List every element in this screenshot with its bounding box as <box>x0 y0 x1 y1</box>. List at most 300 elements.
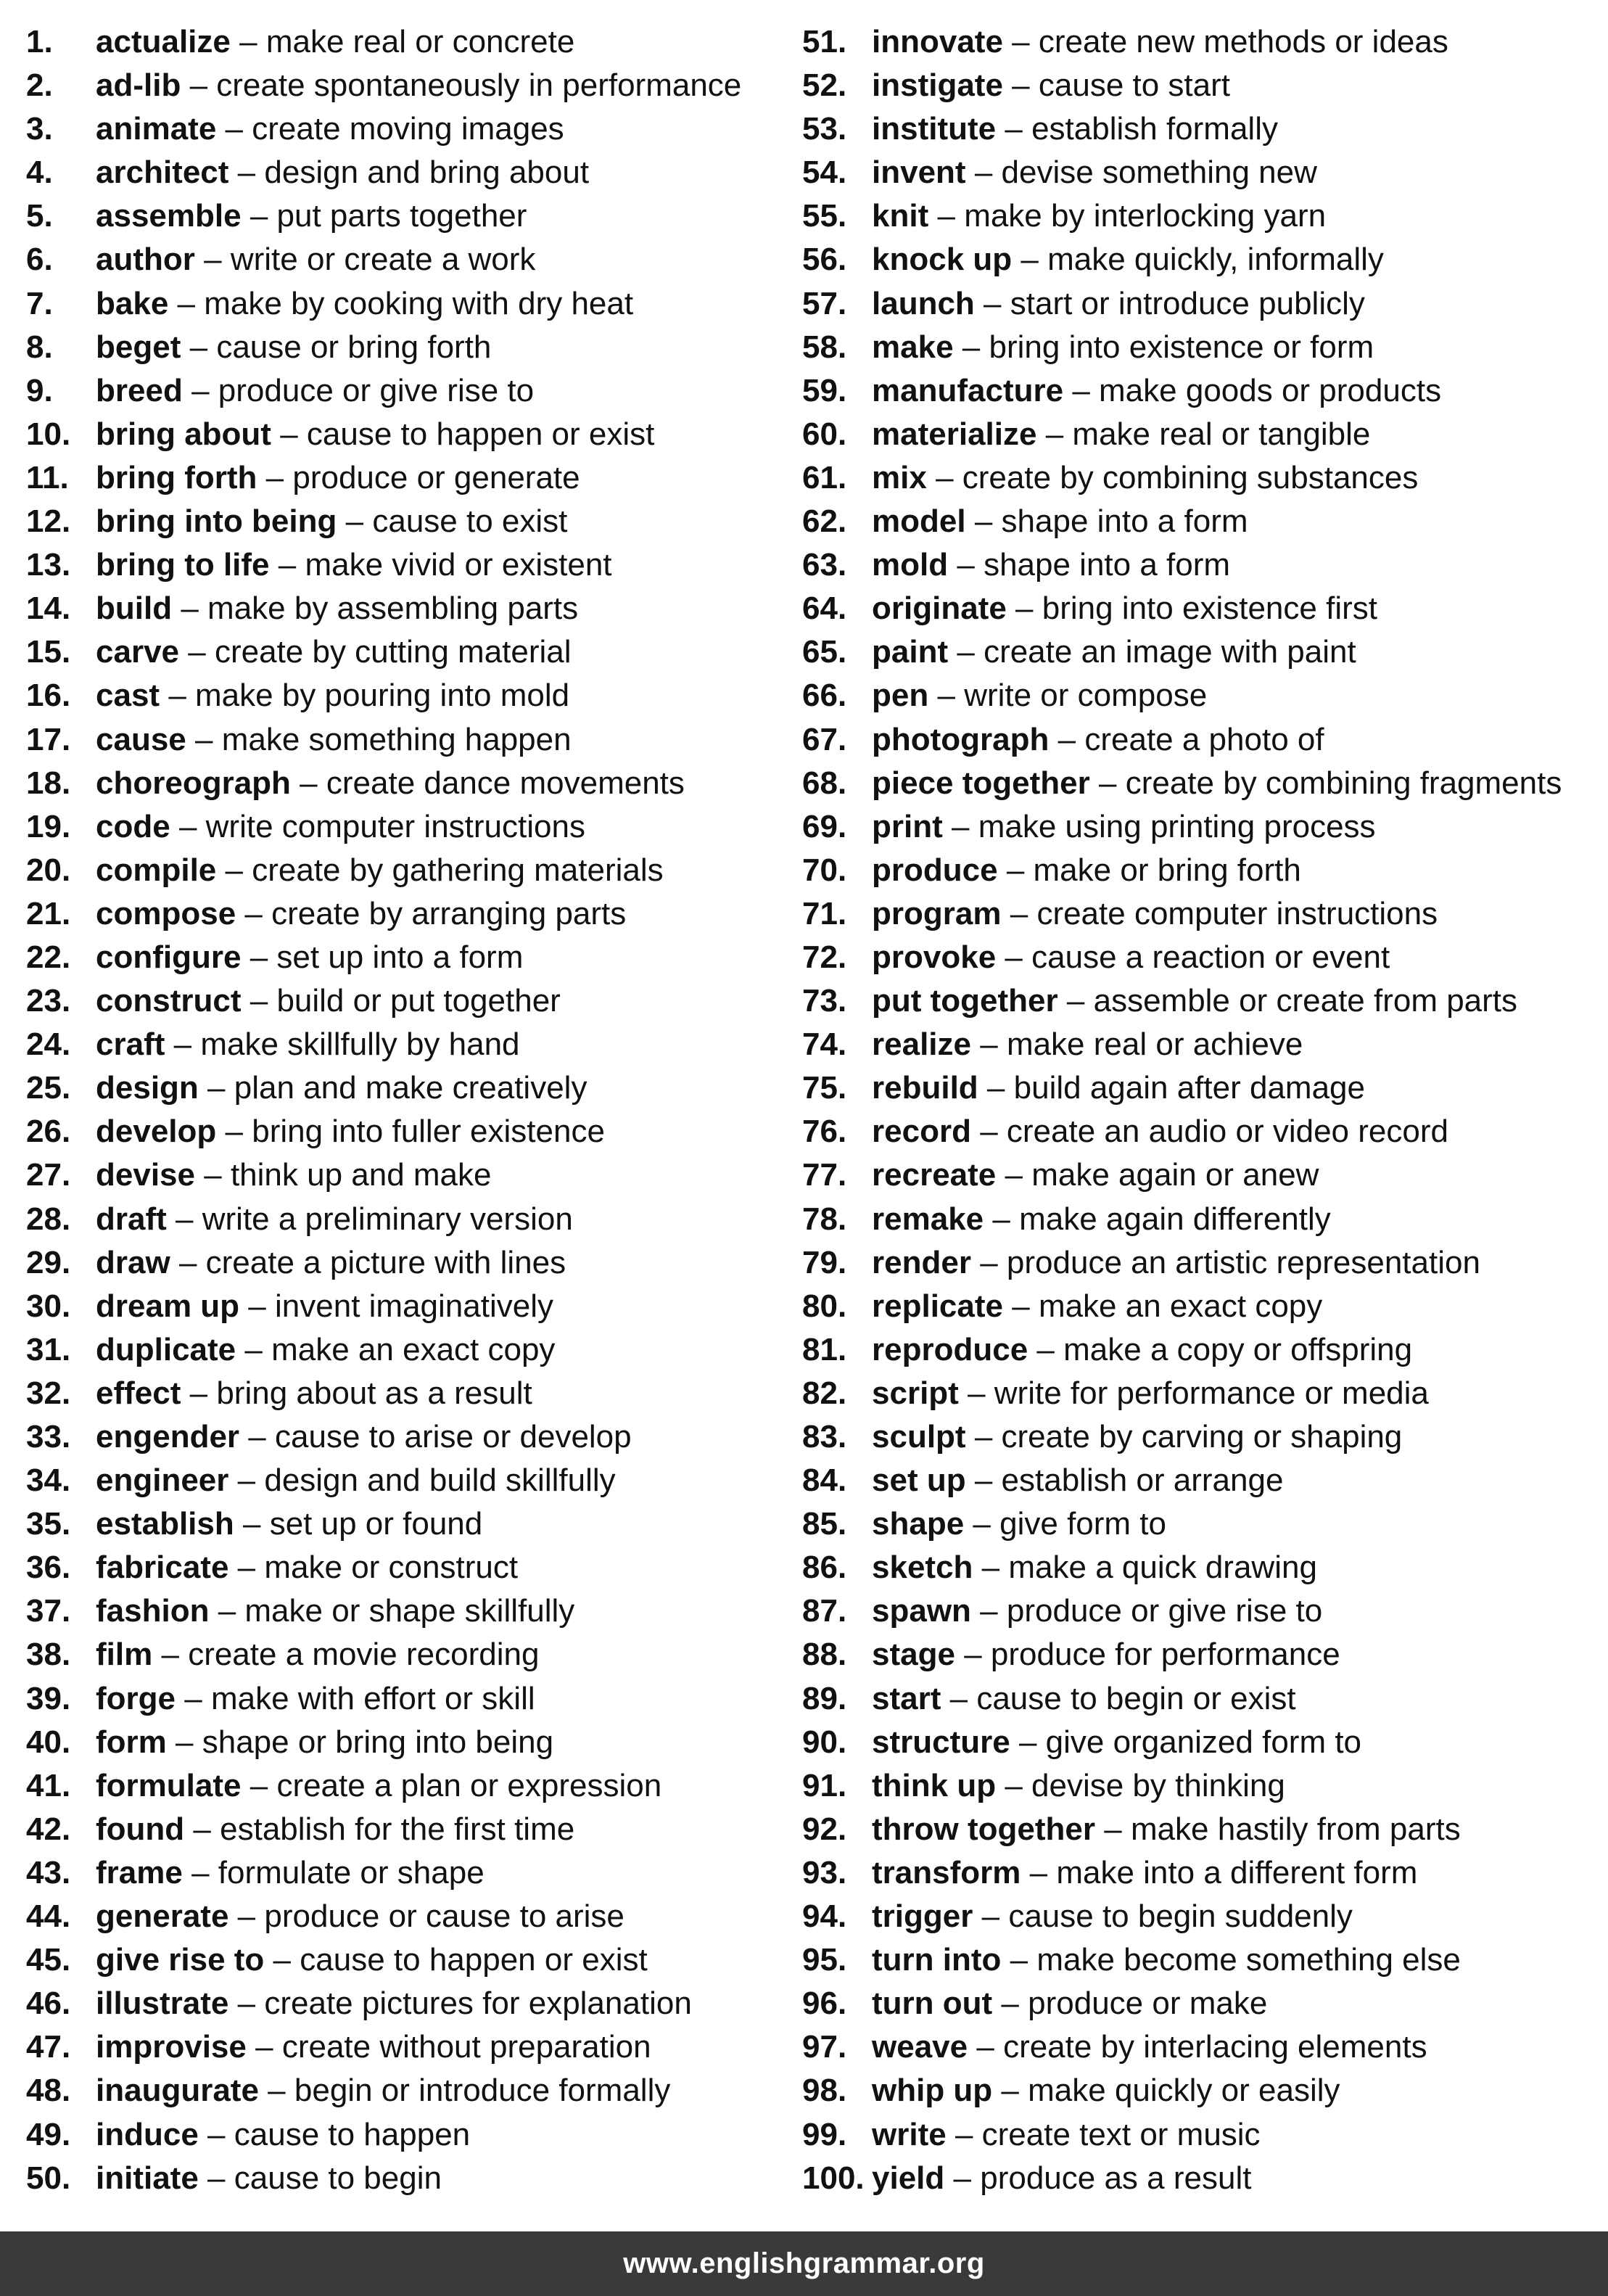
entry-number: 54. <box>802 155 847 191</box>
entry-separator: – <box>207 2116 226 2152</box>
entry-separator: – <box>176 1724 194 1760</box>
entry-definition: create a movie recording <box>188 1637 540 1673</box>
entry-text <box>96 1198 573 1241</box>
entry-number: 96. <box>802 1986 847 2022</box>
entry-number: 84. <box>802 1462 847 1499</box>
entry-definition: write or compose <box>964 678 1208 714</box>
entry-number: 72. <box>802 939 847 975</box>
list-item <box>802 151 1600 194</box>
entry-separator: – <box>225 111 244 147</box>
entry-word: instigate <box>872 67 1003 104</box>
entry-text <box>96 1328 555 1372</box>
entry-word: duplicate <box>96 1331 236 1367</box>
entry-definition: bring into existence first <box>1042 591 1377 627</box>
entry-text <box>96 1459 616 1502</box>
entry-separator: – <box>237 1462 256 1499</box>
entry-definition: create by cutting material <box>214 634 572 670</box>
entry-text <box>872 892 1438 936</box>
entry-number: 3. <box>26 111 53 147</box>
entry-separator: – <box>278 547 297 583</box>
entry-separator: – <box>280 416 298 452</box>
entry-separator: – <box>1021 242 1039 278</box>
entry-text <box>872 762 1562 805</box>
entry-number: 59. <box>802 372 847 408</box>
entry-definition: produce or cause to arise <box>264 1898 624 1935</box>
entry-word: effect <box>96 1375 181 1411</box>
entry-separator: – <box>250 198 268 234</box>
entry-text <box>96 20 574 64</box>
entry-text <box>872 2113 1261 2157</box>
entry-definition: devise something new <box>1001 155 1317 191</box>
entry-separator: – <box>974 1462 993 1499</box>
entry-text <box>96 107 564 151</box>
list-item <box>802 1808 1600 1851</box>
entry-word: initiate <box>96 2160 199 2196</box>
entry-number: 86. <box>802 1550 847 1586</box>
entry-separator: – <box>1045 416 1064 452</box>
entry-text <box>872 1415 1402 1459</box>
entry-text <box>872 282 1365 326</box>
entry-text <box>872 1633 1340 1676</box>
entry-definition: create a photo of <box>1084 721 1324 757</box>
entry-word: photograph <box>872 721 1050 757</box>
list-item <box>802 936 1600 979</box>
entry-separator: – <box>204 242 222 278</box>
entry-separator: – <box>980 1026 998 1063</box>
list-item <box>26 1982 780 2025</box>
entry-definition: create new methods or ideas <box>1038 24 1448 59</box>
entry-definition: establish for the first time <box>220 1811 575 1847</box>
entry-definition: make into a different form <box>1056 1854 1418 1890</box>
entry-definition: cause to begin or exist <box>976 1680 1296 1716</box>
entry-text <box>872 1808 1461 1851</box>
entry-word: develop <box>96 1114 217 1150</box>
entry-number: 30. <box>26 1288 71 1324</box>
entry-number: 77. <box>802 1157 847 1193</box>
list-item <box>802 1153 1600 1197</box>
entry-text <box>872 630 1356 674</box>
list-item <box>802 1982 1600 2025</box>
entry-number: 74. <box>802 1026 847 1063</box>
entry-separator: – <box>237 155 256 191</box>
entry-word: set up <box>872 1462 966 1499</box>
entry-word: inaugurate <box>96 2073 259 2109</box>
list-item <box>802 20 1600 64</box>
entry-number: 35. <box>26 1506 71 1542</box>
entry-text <box>96 64 741 107</box>
footer-url: www.englishgrammar.org <box>623 2247 985 2279</box>
entry-text <box>872 1459 1283 1502</box>
entry-definition: make quickly or easily <box>1028 2073 1340 2109</box>
entry-word: film <box>96 1637 153 1673</box>
entry-definition: create by carving or shaping <box>1001 1419 1403 1454</box>
entry-text <box>872 1023 1303 1066</box>
entry-definition: create without preparation <box>281 2029 651 2065</box>
entry-text <box>96 1110 605 1153</box>
entry-number: 52. <box>802 67 847 104</box>
entry-separator: – <box>1066 983 1085 1019</box>
entry-word: shape <box>872 1506 965 1542</box>
entry-separator: – <box>195 721 213 757</box>
entry-word: manufacture <box>872 372 1064 408</box>
entry-text <box>96 587 578 630</box>
entry-separator: – <box>207 2160 226 2196</box>
list-item <box>802 2113 1600 2157</box>
entry-word: paint <box>872 634 949 670</box>
word-list-left-column <box>26 20 780 2200</box>
entry-text <box>872 2157 1251 2200</box>
entry-text <box>96 1851 485 1895</box>
entry-text <box>872 1285 1322 1328</box>
list-item <box>26 1895 780 1938</box>
entry-word: script <box>872 1375 959 1411</box>
entry-number: 100. <box>802 2160 865 2196</box>
list-item <box>26 587 780 630</box>
entry-text <box>96 2069 670 2112</box>
entry-word: render <box>872 1244 971 1280</box>
entry-word: draw <box>96 1244 170 1280</box>
footer-bar <box>0 2231 1608 2296</box>
entry-text <box>872 64 1230 107</box>
entry-definition: make with effort or skill <box>210 1680 535 1716</box>
entry-number: 50. <box>26 2160 71 2196</box>
entry-separator: – <box>184 1680 202 1716</box>
entry-text <box>96 849 664 892</box>
entry-definition: design and bring about <box>264 155 590 191</box>
entry-definition: produce or make <box>1028 1986 1268 2022</box>
entry-number: 99. <box>802 2116 847 2152</box>
list-item <box>802 238 1600 281</box>
entry-separator: – <box>968 1375 986 1411</box>
entry-separator: – <box>225 1114 243 1150</box>
entry-separator: – <box>974 155 993 191</box>
entry-definition: cause to begin suddenly <box>1008 1898 1353 1935</box>
list-item <box>802 1633 1600 1676</box>
entry-word: craft <box>96 1026 165 1063</box>
entry-number: 12. <box>26 503 71 540</box>
list-item <box>26 630 780 674</box>
entry-definition: write or create a work <box>230 242 536 278</box>
entry-separator: – <box>218 1593 236 1629</box>
entry-number: 11. <box>26 459 69 495</box>
entry-separator: – <box>176 1201 194 1237</box>
entry-definition: create by combining fragments <box>1125 765 1562 801</box>
entry-text <box>872 1110 1448 1153</box>
entry-word: rebuild <box>872 1070 978 1106</box>
entry-number: 67. <box>802 721 847 757</box>
entry-separator: – <box>1036 1331 1055 1367</box>
entry-number: 98. <box>802 2073 847 2109</box>
entry-number: 68. <box>802 765 847 801</box>
entry-separator: – <box>974 1419 993 1454</box>
entry-word: bring about <box>96 416 271 452</box>
entry-word: establish <box>96 1506 234 1542</box>
entry-separator: – <box>1012 67 1030 104</box>
list-item <box>802 2157 1600 2200</box>
entry-word: induce <box>96 2116 199 2152</box>
entry-word: beget <box>96 329 181 365</box>
entry-word: give rise to <box>96 1942 265 1978</box>
entry-word: throw together <box>872 1811 1095 1847</box>
entry-number: 56. <box>802 242 847 278</box>
entry-separator: – <box>248 1288 266 1324</box>
list-item <box>26 238 780 281</box>
entry-separator: – <box>191 372 210 408</box>
entry-word: record <box>872 1114 971 1150</box>
list-item <box>802 1198 1600 1241</box>
entry-separator: – <box>1072 372 1090 408</box>
entry-number: 97. <box>802 2029 847 2065</box>
entry-separator: – <box>1012 24 1030 59</box>
entry-text <box>872 1938 1461 1982</box>
list-item <box>802 413 1600 456</box>
entry-definition: make again or anew <box>1031 1157 1319 1193</box>
entry-number: 33. <box>26 1419 71 1454</box>
entry-definition: cause to arise or develop <box>275 1419 632 1454</box>
entry-word: carve <box>96 634 180 670</box>
entry-definition: make by interlocking yarn <box>964 198 1327 234</box>
entry-number: 7. <box>26 285 53 321</box>
entry-number: 78. <box>802 1201 847 1237</box>
entry-word: improvise <box>96 2029 247 2065</box>
entry-word: cast <box>96 678 160 714</box>
entry-word: start <box>872 1680 941 1716</box>
entry-text <box>872 413 1370 456</box>
list-item <box>802 1110 1600 1153</box>
entry-separator: – <box>189 1375 208 1411</box>
entry-separator: – <box>1005 939 1023 975</box>
entry-definition: bring into existence or form <box>989 329 1374 365</box>
entry-number: 69. <box>802 808 847 844</box>
entry-number: 18. <box>26 765 71 801</box>
list-item <box>26 500 780 543</box>
entry-number: 19. <box>26 808 71 844</box>
entry-word: mix <box>872 459 927 495</box>
entry-word: assemble <box>96 198 242 234</box>
entry-separator: – <box>955 2116 973 2152</box>
entry-definition: start or introduce publicly <box>1010 285 1365 321</box>
list-item <box>802 369 1600 413</box>
entry-word: put together <box>872 983 1058 1019</box>
entry-word: provoke <box>872 939 997 975</box>
entry-word: found <box>96 1811 185 1847</box>
list-item <box>26 1459 780 1502</box>
entry-separator: – <box>204 1157 222 1193</box>
list-item <box>802 674 1600 717</box>
entry-word: sketch <box>872 1550 973 1586</box>
entry-separator: – <box>1005 1157 1023 1193</box>
entry-text <box>96 1546 518 1589</box>
entry-separator: – <box>957 634 975 670</box>
list-item <box>26 1066 780 1110</box>
list-item <box>26 1589 780 1633</box>
entry-text <box>96 1153 492 1197</box>
entry-definition: produce or generate <box>292 459 580 495</box>
entry-definition: produce for performance <box>990 1637 1340 1673</box>
entry-number: 29. <box>26 1244 71 1280</box>
entry-word: bake <box>96 285 169 321</box>
entry-number: 20. <box>26 852 71 888</box>
entry-separator: – <box>161 1637 179 1673</box>
entry-text <box>96 1938 648 1982</box>
entry-definition: give organized form to <box>1045 1724 1362 1760</box>
list-item <box>802 1415 1600 1459</box>
entry-definition: shape into a form <box>1001 503 1248 540</box>
entry-separator: – <box>1010 1942 1028 1978</box>
list-item <box>802 1677 1600 1721</box>
entry-definition: make an exact copy <box>271 1331 556 1367</box>
entry-text <box>872 1066 1365 1110</box>
entry-separator: – <box>265 459 284 495</box>
entry-word: launch <box>872 285 975 321</box>
list-item <box>802 2025 1600 2069</box>
entry-number: 44. <box>26 1898 71 1935</box>
entry-separator: – <box>193 1811 211 1847</box>
entry-word: print <box>872 808 943 844</box>
entry-word: draft <box>96 1201 167 1237</box>
entry-word: construct <box>96 983 242 1019</box>
entry-text <box>96 2025 651 2069</box>
entry-separator: – <box>173 1026 192 1063</box>
entry-text <box>96 238 535 281</box>
entry-definition: formulate or shape <box>218 1854 485 1890</box>
list-item <box>26 1546 780 1589</box>
entry-separator: – <box>168 678 186 714</box>
list-item <box>802 194 1600 238</box>
entry-word: spawn <box>872 1593 971 1629</box>
entry-number: 89. <box>802 1680 847 1716</box>
entry-number: 9. <box>26 372 53 408</box>
entry-separator: – <box>937 678 955 714</box>
entry-text <box>96 1895 624 1938</box>
entry-text <box>872 1764 1285 1808</box>
entry-definition: make goods or products <box>1099 372 1442 408</box>
entry-separator: – <box>189 67 208 104</box>
entry-number: 71. <box>802 895 847 931</box>
list-item <box>26 1502 780 1546</box>
list-item <box>26 1110 780 1153</box>
entry-text <box>96 151 589 194</box>
entry-word: bring forth <box>96 459 257 495</box>
entry-definition: set up into a form <box>276 939 524 975</box>
entry-definition: create by interlacing elements <box>1003 2029 1427 2065</box>
entry-number: 10. <box>26 416 71 452</box>
entry-word: knit <box>872 198 929 234</box>
entry-definition: create spontaneously in performance <box>216 67 742 104</box>
entry-definition: produce an artistic representation <box>1006 1244 1480 1280</box>
entry-definition: produce as a result <box>980 2160 1252 2196</box>
entry-word: turn into <box>872 1942 1002 1978</box>
entry-definition: bring into fuller existence <box>252 1114 605 1150</box>
entry-word: bring into being <box>96 503 337 540</box>
entry-definition: make real or tangible <box>1072 416 1371 452</box>
entry-definition: cause to start <box>1038 67 1231 104</box>
entry-word: engineer <box>96 1462 229 1499</box>
entry-word: animate <box>96 111 217 147</box>
entry-number: 73. <box>802 983 847 1019</box>
list-item <box>26 718 780 762</box>
list-item <box>26 1023 780 1066</box>
entry-definition: build or put together <box>276 983 561 1019</box>
entry-word: remake <box>872 1201 984 1237</box>
entry-text <box>96 1677 535 1721</box>
entry-text <box>872 1589 1322 1633</box>
entry-separator: – <box>237 1898 256 1935</box>
entry-text <box>872 238 1384 281</box>
entry-separator: – <box>964 1637 982 1673</box>
entry-separator: – <box>974 503 993 540</box>
entry-text <box>96 979 561 1023</box>
entry-definition: create a picture with lines <box>205 1244 566 1280</box>
entry-text <box>872 2069 1340 2112</box>
list-item <box>802 1023 1600 1066</box>
entry-separator: – <box>248 1419 266 1454</box>
entry-definition: think up and make <box>230 1157 492 1193</box>
entry-text <box>96 1372 532 1415</box>
entry-definition: make or shape skillfully <box>244 1593 575 1629</box>
list-item <box>26 413 780 456</box>
entry-word: design <box>96 1070 199 1106</box>
list-item <box>802 892 1600 936</box>
list-item <box>26 936 780 979</box>
entry-definition: produce or give rise to <box>218 372 535 408</box>
entry-number: 61. <box>802 459 847 495</box>
entry-number: 49. <box>26 2116 71 2152</box>
entry-definition: make by assembling parts <box>207 591 579 627</box>
entry-number: 1. <box>26 24 53 59</box>
list-item <box>26 2069 780 2112</box>
entry-number: 17. <box>26 721 71 757</box>
list-item <box>802 630 1600 674</box>
list-item <box>26 151 780 194</box>
entry-separator: – <box>242 1506 261 1542</box>
entry-separator: – <box>268 2073 286 2109</box>
list-item <box>802 456 1600 500</box>
list-item <box>802 543 1600 587</box>
entry-number: 95. <box>802 1942 847 1978</box>
entry-word: fabricate <box>96 1550 229 1586</box>
entry-definition: make by pouring into mold <box>195 678 570 714</box>
entry-text <box>872 2025 1427 2069</box>
entry-word: produce <box>872 852 998 888</box>
list-item <box>802 718 1600 762</box>
list-item <box>802 1895 1600 1938</box>
entry-definition: create by combining substances <box>962 459 1419 495</box>
entry-number: 27. <box>26 1157 71 1193</box>
list-item <box>26 1198 780 1241</box>
entry-separator: – <box>207 1070 226 1106</box>
entry-separator: – <box>1104 1811 1122 1847</box>
entry-definition: create pictures for explanation <box>264 1986 692 2022</box>
list-item <box>802 500 1600 543</box>
entry-definition: write for performance or media <box>994 1375 1429 1411</box>
list-item <box>26 1415 780 1459</box>
entry-word: reproduce <box>872 1331 1028 1367</box>
entry-definition: produce or give rise to <box>1006 1593 1323 1629</box>
list-item <box>802 1851 1600 1895</box>
entry-definition: create an image with paint <box>984 634 1356 670</box>
entry-number: 92. <box>802 1811 847 1847</box>
list-item <box>802 282 1600 326</box>
list-item <box>802 1328 1600 1372</box>
entry-word: frame <box>96 1854 183 1890</box>
entry-definition: make an exact copy <box>1038 1288 1323 1324</box>
entry-word: recreate <box>872 1157 997 1193</box>
list-item <box>26 282 780 326</box>
entry-separator: – <box>962 329 981 365</box>
entry-definition: cause to happen or exist <box>306 416 655 452</box>
entry-word: ad-lib <box>96 67 181 104</box>
